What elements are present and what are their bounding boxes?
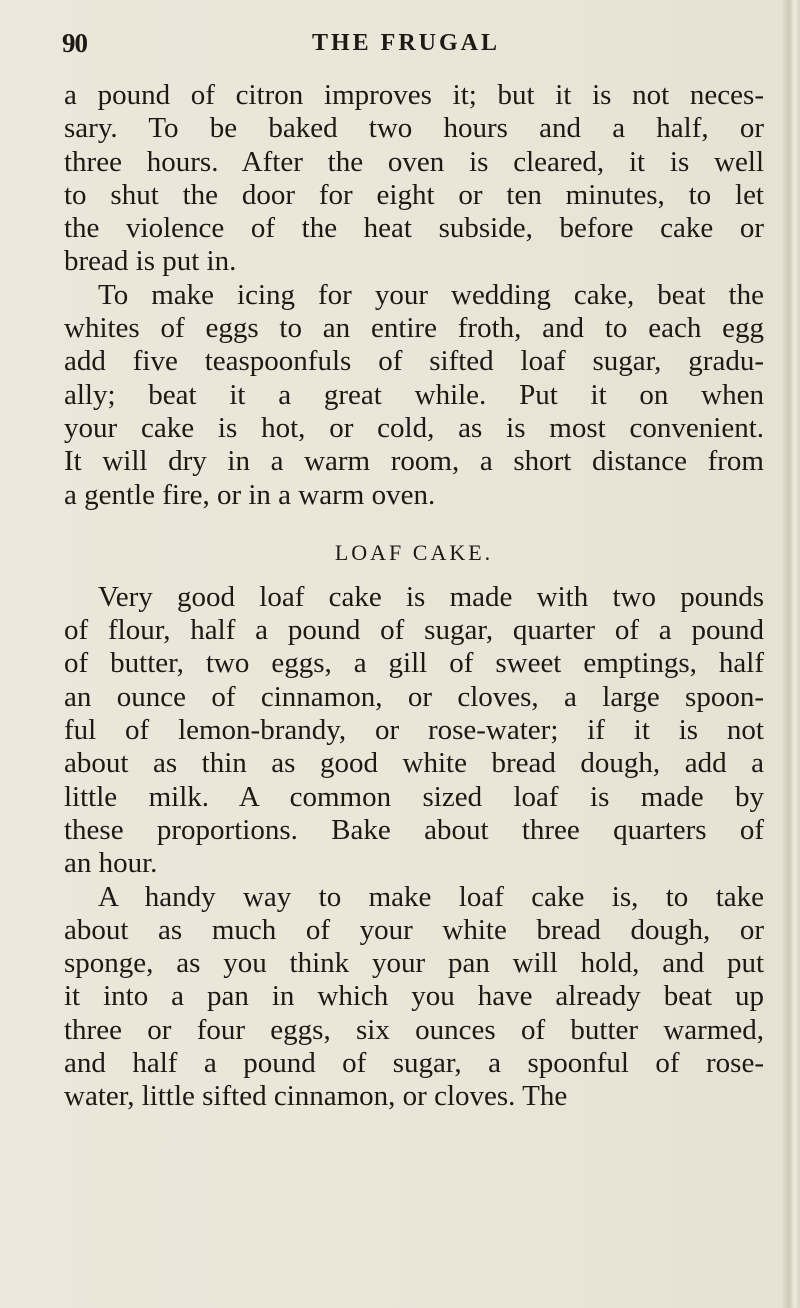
paragraph-loaf-cake xyxy=(64,581,764,881)
text-line: little milk. A common sized loaf is made by xyxy=(64,780,764,813)
text-line: a gentle fire, or in a warm oven. xyxy=(64,478,436,511)
page-number: 90 xyxy=(62,28,87,58)
text-line: the violence of the heat subside, before cake or xyxy=(64,212,764,245)
paragraph-handy-way xyxy=(64,881,764,1114)
text-line: It will dry in a warm room, a short distance from xyxy=(64,445,764,478)
text-line: Very good loaf cake is made with two pounds xyxy=(98,580,764,613)
text-line: sponge, as you think your pan will hold, and put xyxy=(64,947,764,980)
text-line: A handy way to make loaf cake is, to take xyxy=(98,880,764,913)
paragraph-icing xyxy=(64,279,764,512)
body-text xyxy=(64,79,764,1114)
text-line: ally; beat it a great while. Put it on when xyxy=(64,378,764,411)
text-line: of butter, two eggs, a gill of sweet emptings, half xyxy=(64,647,764,680)
text-line: it into a pan in which you have already beat up xyxy=(64,980,764,1013)
text-line: water, little sifted cinnamon, or cloves. The xyxy=(64,1080,568,1113)
text-line: these proportions. Bake about three quarters of xyxy=(64,813,764,846)
text-line: To make icing for your wedding cake, beat the xyxy=(98,278,764,311)
running-head: THE FRUGAL xyxy=(312,30,501,56)
text-line: your cake is hot, or cold, as is most convenient. xyxy=(64,411,764,444)
text-line: add five teaspoonfuls of sifted loaf sugar, gradu- xyxy=(64,345,764,378)
section-heading: LOAF CAKE. xyxy=(334,539,494,565)
text-line: an ounce of cinnamon, or cloves, a large spoon- xyxy=(64,680,764,713)
text-line: three hours. After the oven is cleared, it is well xyxy=(64,145,764,178)
text-line: and half a pound of sugar, a spoonful of rose- xyxy=(64,1047,764,1080)
text-line: an hour. xyxy=(64,847,158,880)
paragraph-oven xyxy=(64,79,764,279)
text-line: to shut the door for eight or ten minutes, to let xyxy=(64,178,764,211)
text-line: whites of eggs to an entire froth, and to each egg xyxy=(64,312,764,345)
page-edge xyxy=(782,0,800,1308)
text-line: bread is put in. xyxy=(64,245,237,278)
text-line: about as thin as good white bread dough, add a xyxy=(64,747,764,780)
text-line: sary. To be baked two hours and a half, or xyxy=(64,112,764,145)
text-line: about as much of your white bread dough, or xyxy=(64,913,764,946)
text-line: a pound of citron improves it; but it is not neces- xyxy=(64,79,764,111)
text-line: ful of lemon-brandy, or rose-water; if it is not xyxy=(64,714,764,747)
page-header xyxy=(62,28,762,68)
text-line: three or four eggs, six ounces of butter warmed, xyxy=(64,1013,764,1046)
text-line: of flour, half a pound of sugar, quarter of a pound xyxy=(64,614,764,647)
